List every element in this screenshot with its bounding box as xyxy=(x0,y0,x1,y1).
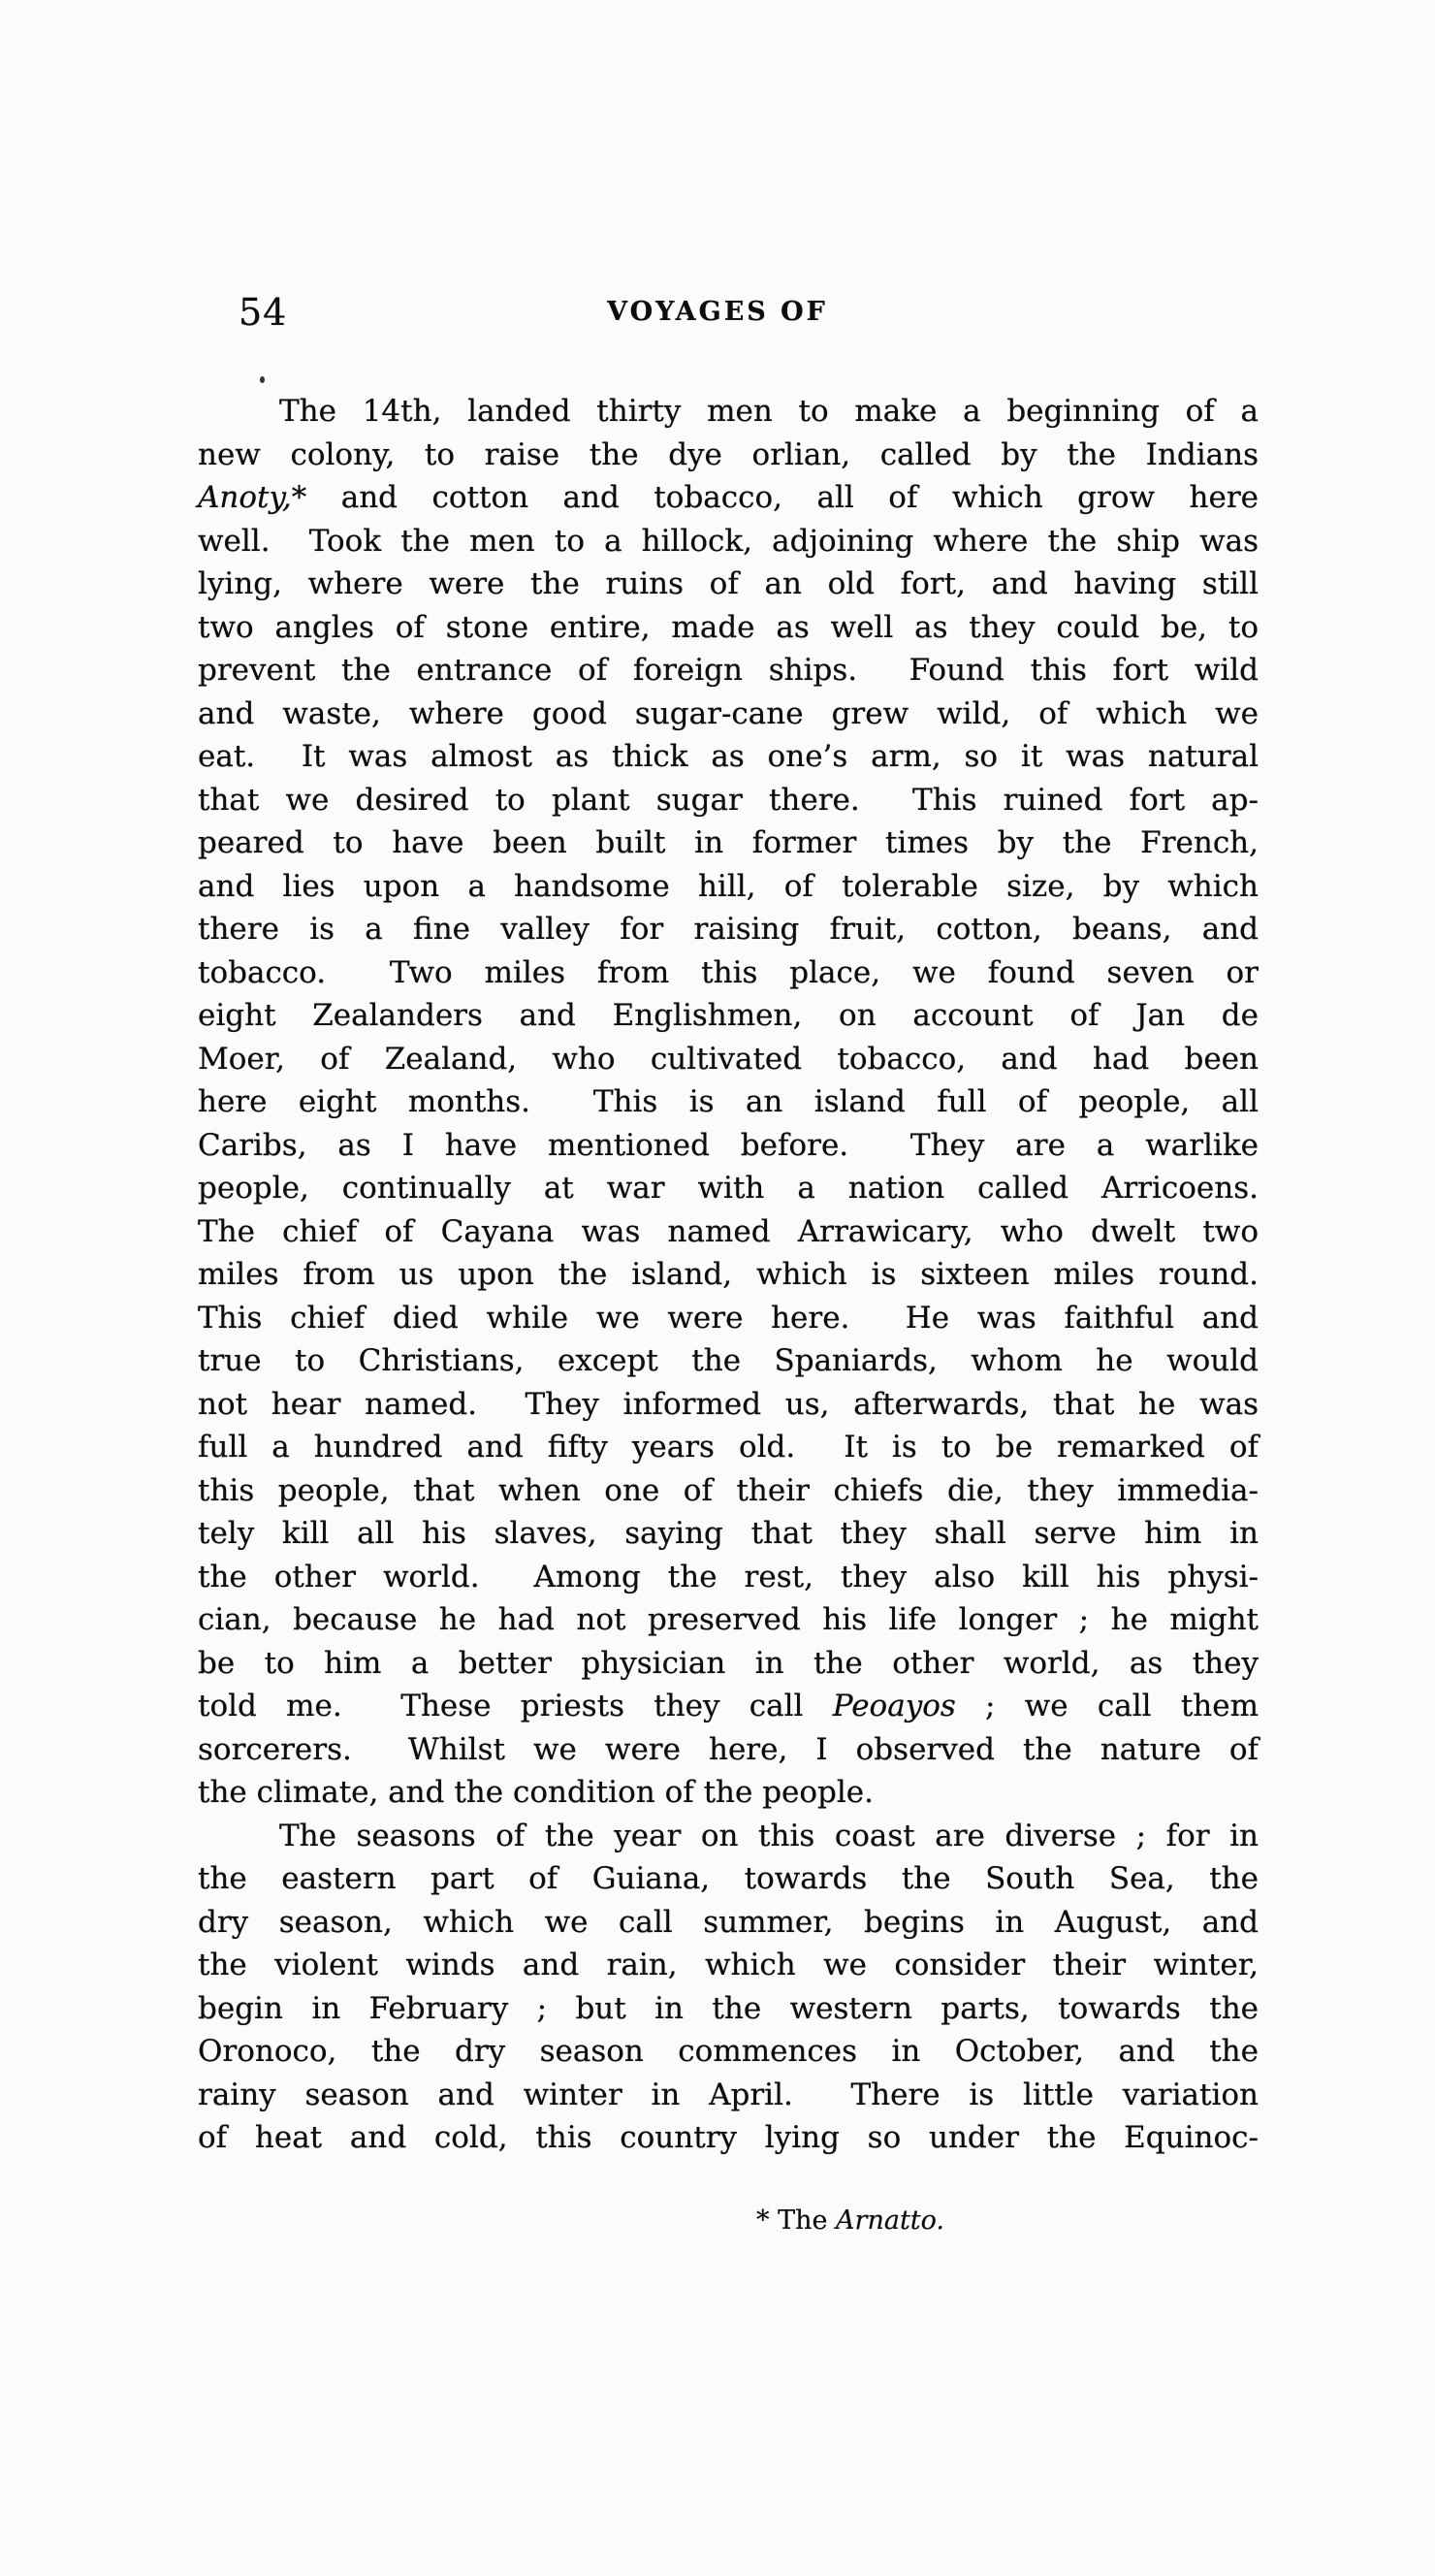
text-line: tobacco. Two miles from this place, we found seven or xyxy=(198,954,1259,990)
text-line: there is a fine valley for raising fruit, cotton, beans, and xyxy=(198,912,1259,947)
running-header: VOYAGES OF xyxy=(607,297,828,327)
ink-speck xyxy=(260,376,265,383)
text-line: told me. These priests they call Peoayos ; we call them xyxy=(198,1689,1260,1723)
text-line: the other world. Among the rest, they also kill his physi- xyxy=(198,1559,1259,1594)
text-line: the violent winds and rain, which we consider their winter, xyxy=(198,1948,1259,1982)
text-line: the eastern part of Guiana, towards the South Sea, the xyxy=(198,1861,1259,1896)
text-line: true to Christians, except the Spaniards, whom he would xyxy=(198,1343,1259,1378)
text-line: This chief died while we were here. He was faithful and xyxy=(198,1300,1259,1336)
text-line: eight Zealanders and Englishmen, on account of Jan de xyxy=(198,998,1259,1033)
text-line: cian, because he had not preserved his life longer ; he might xyxy=(198,1602,1259,1637)
text-line: miles from us upon the island, which is sixteen miles round. xyxy=(198,1257,1259,1292)
text-line: Oronoco, the dry season commences in October, and the xyxy=(198,2034,1259,2069)
text-line: tely kill all his slaves, saying that they shall serve him in xyxy=(198,1516,1259,1551)
text-line: begin in February ; but in the western parts, towards the xyxy=(198,1990,1259,2026)
text-line: dry season, which we call summer, begins in August, and xyxy=(198,1904,1259,1940)
text-line: peared to have been built in former times by the French, xyxy=(198,825,1259,860)
text-line: that we desired to plant sugar there. This ruined fort ap- xyxy=(198,782,1259,818)
text-line: be to him a better physician in the other world, as they xyxy=(198,1645,1259,1681)
text-line: prevent the entrance of foreign ships. Found this fort wild xyxy=(198,653,1259,688)
text-line: sorcerers. Whilst we were here, I observed the nature of xyxy=(198,1731,1259,1767)
text-line: Caribs, as I have mentioned before. They are a warlike xyxy=(198,1127,1259,1163)
page-number: 54 xyxy=(239,291,288,334)
text-line: new colony, to raise the dye orlian, called by the Indians xyxy=(198,436,1259,472)
text-line: two angles of stone entire, made as well as they could be, to xyxy=(198,609,1259,645)
text-line: The seasons of the year on this coast are diverse ; for in xyxy=(279,1818,1259,1853)
text-line: and waste, where good sugar-cane grew wild, of which we xyxy=(198,695,1259,731)
text-line: well. Took the men to a hillock, adjoining where the ship was xyxy=(198,523,1259,559)
text-line: this people, that when one of their chiefs die, they immedia- xyxy=(198,1472,1259,1508)
text-line: people, continually at war with a nation called Arricoens. xyxy=(198,1171,1259,1206)
text-line: full a hundred and fifty years old. It is to be remarked of xyxy=(198,1430,1259,1465)
text-line: here eight months. This is an island full of people, all xyxy=(198,1084,1259,1119)
text-line: rainy season and winter in April. There is little variation xyxy=(198,2077,1259,2112)
text-line: of heat and cold, this country lying so under the Equinoc- xyxy=(198,2120,1259,2155)
text-line: Anoty,* and cotton and tobacco, all of which grow here xyxy=(198,480,1259,515)
text-line: the climate, and the condition of the people. xyxy=(198,1775,875,1810)
text-line: lying, where were the ruins of an old fort, and having still xyxy=(198,566,1259,601)
text-line: not hear named. They informed us, afterwards, that he was xyxy=(198,1386,1259,1422)
text-line: The 14th, landed thirty men to make a beginning of a xyxy=(279,394,1259,429)
text-line: The chief of Cayana was named Arrawicary, who dwelt two xyxy=(198,1213,1259,1249)
text-line: eat. It was almost as thick as one’s arm, so it was natural xyxy=(198,739,1259,774)
text-line: Moer, of Zealand, who cultivated tobacco, and had been xyxy=(198,1041,1259,1077)
footnote-text: * The Arnatto. xyxy=(756,2206,945,2236)
text-line: and lies upon a handsome hill, of tolerable size, by which xyxy=(198,868,1259,904)
body-text xyxy=(198,390,1259,2160)
